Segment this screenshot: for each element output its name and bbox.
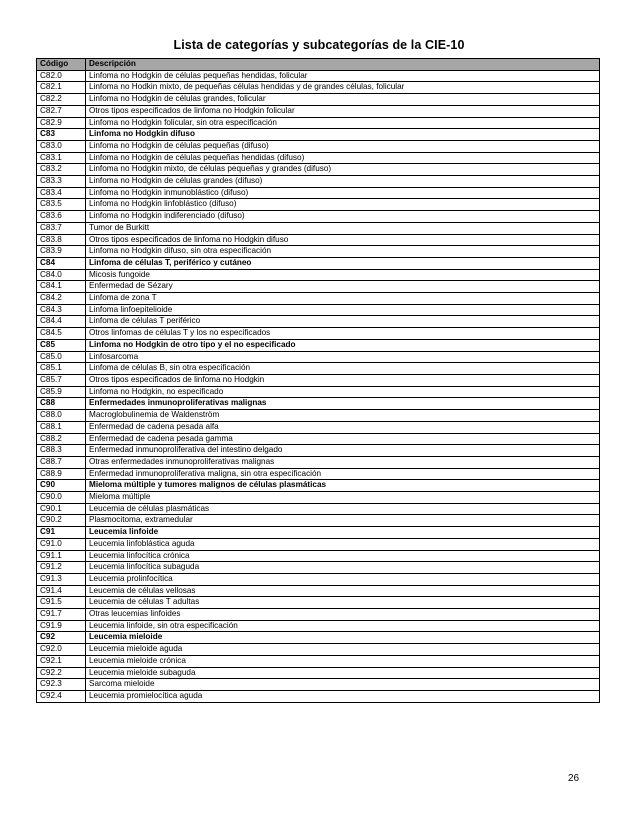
table-row xyxy=(37,351,600,363)
description-cell: Leucemia prolinfocítica xyxy=(86,573,600,585)
description-cell: Sarcoma mieloide xyxy=(86,679,600,691)
table-row xyxy=(37,94,600,106)
code-cell: C88.1 xyxy=(37,421,86,433)
table-row xyxy=(37,234,600,246)
category-row xyxy=(37,632,600,644)
table-row xyxy=(37,644,600,656)
description-cell: Macroglobulinemia de Waldenström xyxy=(86,410,600,422)
table-row xyxy=(37,281,600,293)
category-row xyxy=(37,339,600,351)
table-row xyxy=(37,690,600,702)
code-cell: C91.7 xyxy=(37,609,86,621)
description-cell: Leucemia mieloide aguda xyxy=(86,644,600,656)
table-row xyxy=(37,433,600,445)
code-cell: C92.3 xyxy=(37,679,86,691)
header-code: Código xyxy=(37,59,86,71)
description-cell: Plasmocitoma, extramedular xyxy=(86,515,600,527)
code-cell: C84.4 xyxy=(37,316,86,328)
table-row xyxy=(37,609,600,621)
code-cell: C83.4 xyxy=(37,187,86,199)
table-row xyxy=(37,585,600,597)
code-cell: C90 xyxy=(37,480,86,492)
code-cell: C88.3 xyxy=(37,445,86,457)
description-cell: Linfoma de zona T xyxy=(86,293,600,305)
table-row xyxy=(37,468,600,480)
code-cell: C83.6 xyxy=(37,211,86,223)
code-cell: C84 xyxy=(37,257,86,269)
code-cell: C91.1 xyxy=(37,550,86,562)
code-cell: C91.0 xyxy=(37,538,86,550)
table-row xyxy=(37,410,600,422)
table-header-row xyxy=(37,59,600,71)
description-cell: Linfoma no Hodgkin folicular, sin otra especificación xyxy=(86,117,600,129)
description-cell: Leucemia linfoblástica aguda xyxy=(86,538,600,550)
description-cell: Linfoma de células B, sin otra especificación xyxy=(86,363,600,375)
code-cell: C84.3 xyxy=(37,304,86,316)
icd-table xyxy=(36,58,600,703)
table-row xyxy=(37,386,600,398)
code-cell: C88.2 xyxy=(37,433,86,445)
description-cell: Linfoma no Hodgkin difuso xyxy=(86,129,600,141)
table-row xyxy=(37,269,600,281)
description-cell: Linfoma no Hodgkin, no especificado xyxy=(86,386,600,398)
code-cell: C85.9 xyxy=(37,386,86,398)
code-cell: C90.1 xyxy=(37,503,86,515)
description-cell: Otros tipos especificados de linfoma no Hodgkin difuso xyxy=(86,234,600,246)
description-cell: Otros tipos especificados de linfoma no Hodgkin folicular xyxy=(86,105,600,117)
code-cell: C91.5 xyxy=(37,597,86,609)
code-cell: C88.0 xyxy=(37,410,86,422)
description-cell: Linfoma no Hodgkin de células grandes (difuso) xyxy=(86,176,600,188)
table-row xyxy=(37,655,600,667)
code-cell: C91.4 xyxy=(37,585,86,597)
code-cell: C88 xyxy=(37,398,86,410)
table-row xyxy=(37,304,600,316)
description-cell: Linfoma linfoepitelioide xyxy=(86,304,600,316)
category-row xyxy=(37,257,600,269)
description-cell: Linfoma de células T periférico xyxy=(86,316,600,328)
code-cell: C83.7 xyxy=(37,222,86,234)
table-row xyxy=(37,597,600,609)
description-cell: Leucemia de células vellosas xyxy=(86,585,600,597)
table-row xyxy=(37,140,600,152)
table-row xyxy=(37,211,600,223)
table-body xyxy=(37,70,600,702)
table-row xyxy=(37,82,600,94)
table-row xyxy=(37,164,600,176)
description-cell: Mieloma múltiple xyxy=(86,492,600,504)
code-cell: C82.0 xyxy=(37,70,86,82)
description-cell: Enfermedad inmunoproliferativa del intestino delgado xyxy=(86,445,600,457)
description-cell: Otros linfomas de células T y los no especificados xyxy=(86,328,600,340)
description-cell: Linfoma no Hodgkin difuso, sin otra especificación xyxy=(86,246,600,258)
table-row xyxy=(37,421,600,433)
page-title: Lista de categorías y subcategorías de la CIE-10 xyxy=(173,38,465,52)
code-cell: C92.4 xyxy=(37,690,86,702)
description-cell: Leucemia mieloide xyxy=(86,632,600,644)
table-row xyxy=(37,374,600,386)
code-cell: C91.2 xyxy=(37,562,86,574)
code-cell: C85 xyxy=(37,339,86,351)
code-cell: C83.1 xyxy=(37,152,86,164)
description-cell: Linfoma no Hodgkin de otro tipo y el no especificado xyxy=(86,339,600,351)
description-cell: Linfoma de células T, periférico y cutáneo xyxy=(86,257,600,269)
code-cell: C82.1 xyxy=(37,82,86,94)
description-cell: Leucemia mieloide crónica xyxy=(86,655,600,667)
table-row xyxy=(37,550,600,562)
table-row xyxy=(37,363,600,375)
table-row xyxy=(37,222,600,234)
code-cell: C83.0 xyxy=(37,140,86,152)
code-cell: C84.0 xyxy=(37,269,86,281)
table-row xyxy=(37,117,600,129)
table-row xyxy=(37,246,600,258)
code-cell: C83.2 xyxy=(37,164,86,176)
description-cell: Leucemia linfoide, sin otra especificación xyxy=(86,620,600,632)
code-cell: C84.1 xyxy=(37,281,86,293)
code-cell: C85.7 xyxy=(37,374,86,386)
description-cell: Leucemia promielocítica aguda xyxy=(86,690,600,702)
code-cell: C83 xyxy=(37,129,86,141)
code-cell: C82.2 xyxy=(37,94,86,106)
table-row xyxy=(37,328,600,340)
description-cell: Linfoma no Hodgkin inmunoblástico (difuso) xyxy=(86,187,600,199)
page-number: 26 xyxy=(568,773,580,784)
code-cell: C90.0 xyxy=(37,492,86,504)
category-row xyxy=(37,398,600,410)
description-cell: Otros tipos especificados de linfoma no Hodgkin xyxy=(86,374,600,386)
table-row xyxy=(37,620,600,632)
description-cell: Linfoma no Hodgkin mixto, de células pequeñas y grandes (difuso) xyxy=(86,164,600,176)
description-cell: Linfoma no Hodgkin de células grandes, folicular xyxy=(86,94,600,106)
table-row xyxy=(37,503,600,515)
category-row xyxy=(37,480,600,492)
table-row xyxy=(37,538,600,550)
code-cell: C85.0 xyxy=(37,351,86,363)
table-row xyxy=(37,492,600,504)
description-cell: Otras leucemias linfoides xyxy=(86,609,600,621)
code-cell: C83.5 xyxy=(37,199,86,211)
category-row xyxy=(37,129,600,141)
description-cell: Tumor de Burkitt xyxy=(86,222,600,234)
description-cell: Leucemia linfocítica crónica xyxy=(86,550,600,562)
code-cell: C92.1 xyxy=(37,655,86,667)
description-cell: Leucemia mieloide subaguda xyxy=(86,667,600,679)
description-cell: Linfoma no Hodgkin linfoblástico (difuso) xyxy=(86,199,600,211)
code-cell: C88.9 xyxy=(37,468,86,480)
code-cell: C91 xyxy=(37,527,86,539)
code-cell: C83.9 xyxy=(37,246,86,258)
code-cell: C90.2 xyxy=(37,515,86,527)
description-cell: Linfoma no Hodgkin de células pequeñas (difuso) xyxy=(86,140,600,152)
table-row xyxy=(37,679,600,691)
table-row xyxy=(37,70,600,82)
table-row xyxy=(37,573,600,585)
category-row xyxy=(37,527,600,539)
description-cell: Enfermedad de cadena pesada alfa xyxy=(86,421,600,433)
description-cell: Enfermedad de Sézary xyxy=(86,281,600,293)
code-cell: C92.2 xyxy=(37,667,86,679)
table-row xyxy=(37,293,600,305)
code-cell: C82.7 xyxy=(37,105,86,117)
table-row xyxy=(37,445,600,457)
description-cell: Enfermedad de cadena pesada gamma xyxy=(86,433,600,445)
description-cell: Leucemia de células plasmáticas xyxy=(86,503,600,515)
description-cell: Linfosarcoma xyxy=(86,351,600,363)
table-row xyxy=(37,176,600,188)
description-cell: Micosis fungoide xyxy=(86,269,600,281)
description-cell: Leucemia linfocítica subaguda xyxy=(86,562,600,574)
description-cell: Linfoma no Hodkin mixto, de pequeñas células hendidas y de grandes células, folicular xyxy=(86,82,600,94)
header-description: Descripción xyxy=(86,59,600,71)
code-cell: C88.7 xyxy=(37,456,86,468)
table-row xyxy=(37,667,600,679)
table-row xyxy=(37,199,600,211)
code-cell: C83.3 xyxy=(37,176,86,188)
code-cell: C83.8 xyxy=(37,234,86,246)
code-cell: C91.9 xyxy=(37,620,86,632)
table-row xyxy=(37,187,600,199)
table-row xyxy=(37,152,600,164)
description-cell: Linfoma no Hodgkin de células pequeñas hendidas (difuso) xyxy=(86,152,600,164)
description-cell: Otras enfermedades inmunoproliferativas malignas xyxy=(86,456,600,468)
table-row xyxy=(37,105,600,117)
description-cell: Leucemia linfoide xyxy=(86,527,600,539)
description-cell: Linfoma no Hodgkin de células pequeñas hendidas, folicular xyxy=(86,70,600,82)
code-cell: C92.0 xyxy=(37,644,86,656)
code-cell: C91.3 xyxy=(37,573,86,585)
description-cell: Enfermedades inmunoproliferativas malignas xyxy=(86,398,600,410)
code-cell: C82.9 xyxy=(37,117,86,129)
code-cell: C92 xyxy=(37,632,86,644)
code-cell: C84.5 xyxy=(37,328,86,340)
table-row xyxy=(37,562,600,574)
description-cell: Linfoma no Hodgkin indiferenciado (difuso) xyxy=(86,211,600,223)
table-row xyxy=(37,316,600,328)
description-cell: Enfermedad inmunoproliferativa maligna, sin otra especificación xyxy=(86,468,600,480)
table-row xyxy=(37,456,600,468)
code-cell: C84.2 xyxy=(37,293,86,305)
description-cell: Mieloma múltiple y tumores malignos de células plasmáticas xyxy=(86,480,600,492)
code-cell: C85.1 xyxy=(37,363,86,375)
description-cell: Leucemia de células T adultas xyxy=(86,597,600,609)
table-row xyxy=(37,515,600,527)
